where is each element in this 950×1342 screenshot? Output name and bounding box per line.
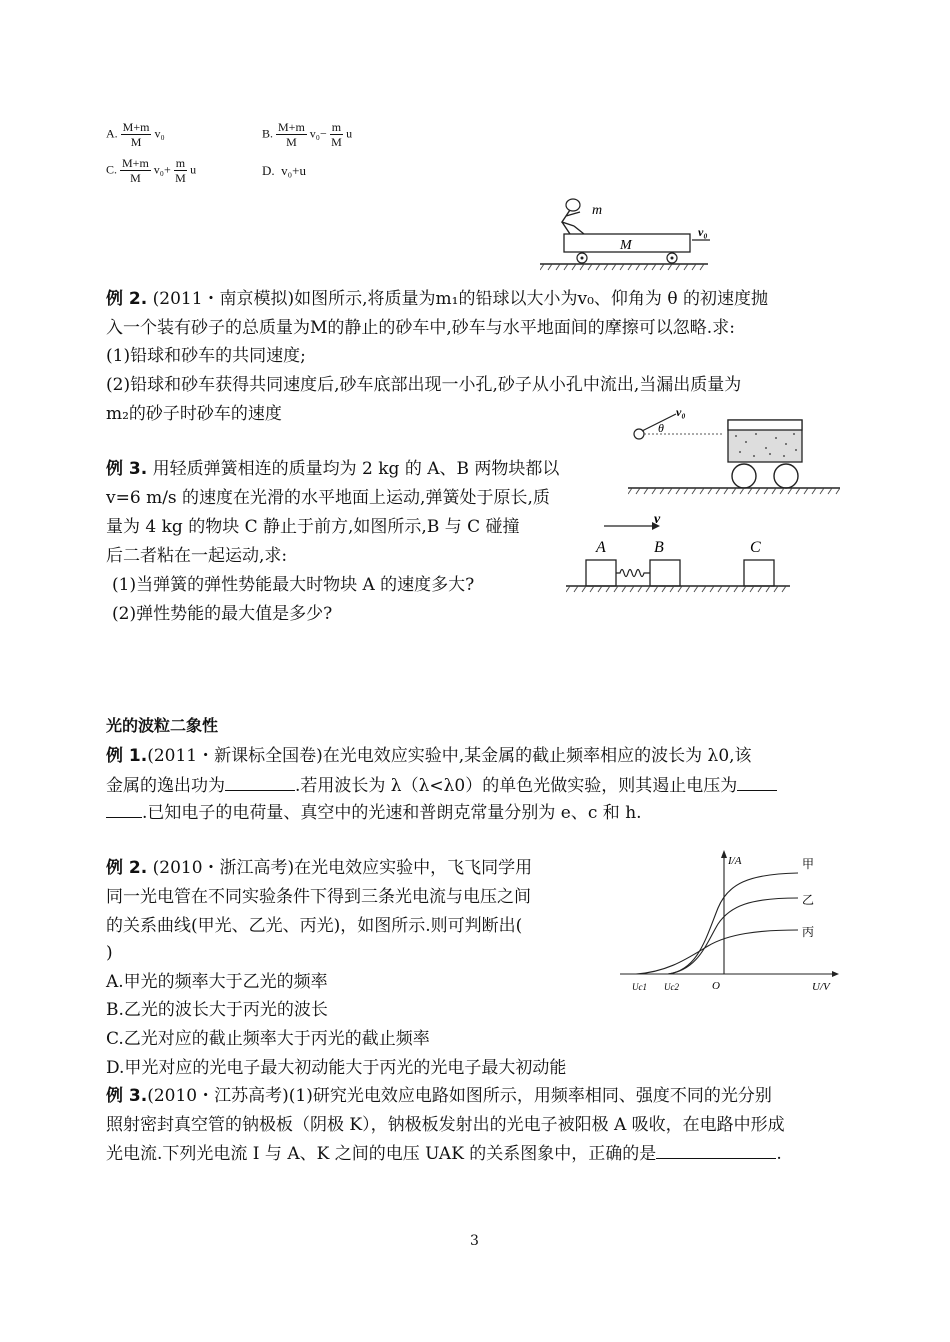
curve-bing-label: 丙 [802,925,815,939]
wp2-opt-d: D.甲光对应的光电子最大初动能大于丙光的光电子最大初动能 [106,1058,567,1078]
wp2-line3: 的关系曲线(甲光、乙光、丙光)，如图所示.则可判断出( [106,916,523,936]
ex3-line4: 后二者粘在一起运动,求: [106,546,288,566]
ex2-line2: 入一个装有砂子的总质量为M的静止的砂车中,砂车与水平地面间的摩擦可以忽略.求: [106,318,735,338]
ex3-line5: (1)当弹簧的弹性势能最大时物块 A 的速度多大? [112,575,475,595]
wp2-opt-a: A.甲光的频率大于乙光的频率 [106,972,328,992]
spring [616,570,650,577]
block-c-label: C [750,539,761,556]
origin-label: O [712,980,720,992]
uc2-label: Uc2 [664,982,679,992]
wp1-line3: .已知电子的电荷量、真空中的光速和普朗克常量分别为 e、c 和 h. [106,798,642,828]
sandcar-figure [628,404,840,496]
curve-jia-label: 甲 [802,857,815,871]
wp3-line1: 例 3.(2010・江苏高考)(1)研究光电效应电路如图所示，用频率相同、强度不同的光分别 [106,1086,772,1106]
wp2-line2: 同一光电管在不同实验条件下得到三条光电流与电压之间 [106,887,531,907]
person-label: m [592,203,603,218]
wp1-line1: 例 1.(2011・新课标全国卷)在光电效应实验中,某金属的截止频率相应的波长为 λ0,该 [106,746,752,766]
block-b [650,560,680,586]
choice-a: A. $\frac{M+m}{M}$ v₀ [106,120,165,149]
sandcar-velocity-label: v₀ [676,405,686,419]
y-axis-label: I/A [728,855,742,867]
wp2-line4: ) [106,943,113,963]
choice-b: B. $\frac{M+m}{M}$ v₀− $\frac{m}{M}$ u [262,120,353,149]
uc1-label: Uc1 [632,982,647,992]
block-a-label: A [596,539,606,556]
ex2-line3: (1)铅球和砂车的共同速度; [106,346,306,366]
block-a [586,560,616,586]
section-title: 光的波粒二象性 [106,716,219,735]
curve-yi-label: 乙 [802,893,815,907]
choice-c: C. $\frac{M+m}{M}$ v₀+ $\frac{m}{M}$ u [106,156,197,185]
ex3-line6: (2)弹性势能的最大值是多少? [112,604,333,624]
cart-label: M [620,238,632,253]
angle-label: θ [658,421,664,435]
ex3-line1: 例 3. 用轻质弹簧相连的质量均为 2 kg 的 A、B 两物块都以 [106,459,560,479]
velocity-label: v₀ [698,225,708,239]
wp2-line1: 例 2. (2010・浙江高考)在光电效应实验中，飞飞同学用 [106,858,533,878]
ex3-line2: v=6 m/s 的速度在光滑的水平地面上运动,弹簧处于原长,质 [106,488,550,508]
v-label: v [654,512,661,527]
ex2-line1: 例 2. (2011・南京模拟)如图所示,将质量为m₁的铅球以大小为v₀、仰角为 θ 的初速度抛 [106,289,768,309]
blank-stop-voltage-cont[interactable] [106,799,142,818]
blank-work-function[interactable] [225,772,295,791]
wp1-line2: 金属的逸出功为 .若用波长为 λ（λ<λ0）的单色光做实验，则其遏止电压为 [106,771,777,801]
ex3-line3: 量为 4 kg 的物块 C 静止于前方,如图所示,B 与 C 碰撞 [106,517,520,537]
person-body [562,210,584,234]
wp2-opt-c: C.乙光对应的截止频率大于丙光的截止频率 [106,1029,430,1049]
cart-figure [540,192,710,272]
curve-bing [636,930,798,974]
curve-jia [668,873,798,974]
wp3-line3: 光电流.下列光电流 I 与 A、K 之间的电压 UAK 的关系图象中，正确的是 . [106,1139,782,1169]
iv-curve-figure [618,848,840,996]
page-number: 3 [470,1233,479,1249]
choice-d: D. v₀+u [262,163,307,178]
ex2-line5: m₂的砂子时砂车的速度 [106,404,282,424]
ex2-line4: (2)铅球和砂车获得共同速度后,砂车底部出现一小孔,砂子从小孔中流出,当漏出质量为 [106,375,742,395]
blocks-figure [566,512,790,596]
block-b-label: B [654,539,664,556]
block-c [744,560,774,586]
sand-car-wheel-left [732,464,756,488]
person-head [566,199,580,211]
blank-stop-voltage[interactable] [737,772,777,791]
wp2-opt-b: B.乙光的波长大于丙光的波长 [106,1000,328,1020]
x-axis-label: U/V [812,981,830,993]
sand-car-wheel-right [774,464,798,488]
wp3-line2: 照射密封真空管的钠极板（阴极 K），钠极板发射出的光电子被阳极 A 吸收，在电路中形成 [106,1115,785,1135]
blank-answer[interactable] [656,1140,776,1159]
